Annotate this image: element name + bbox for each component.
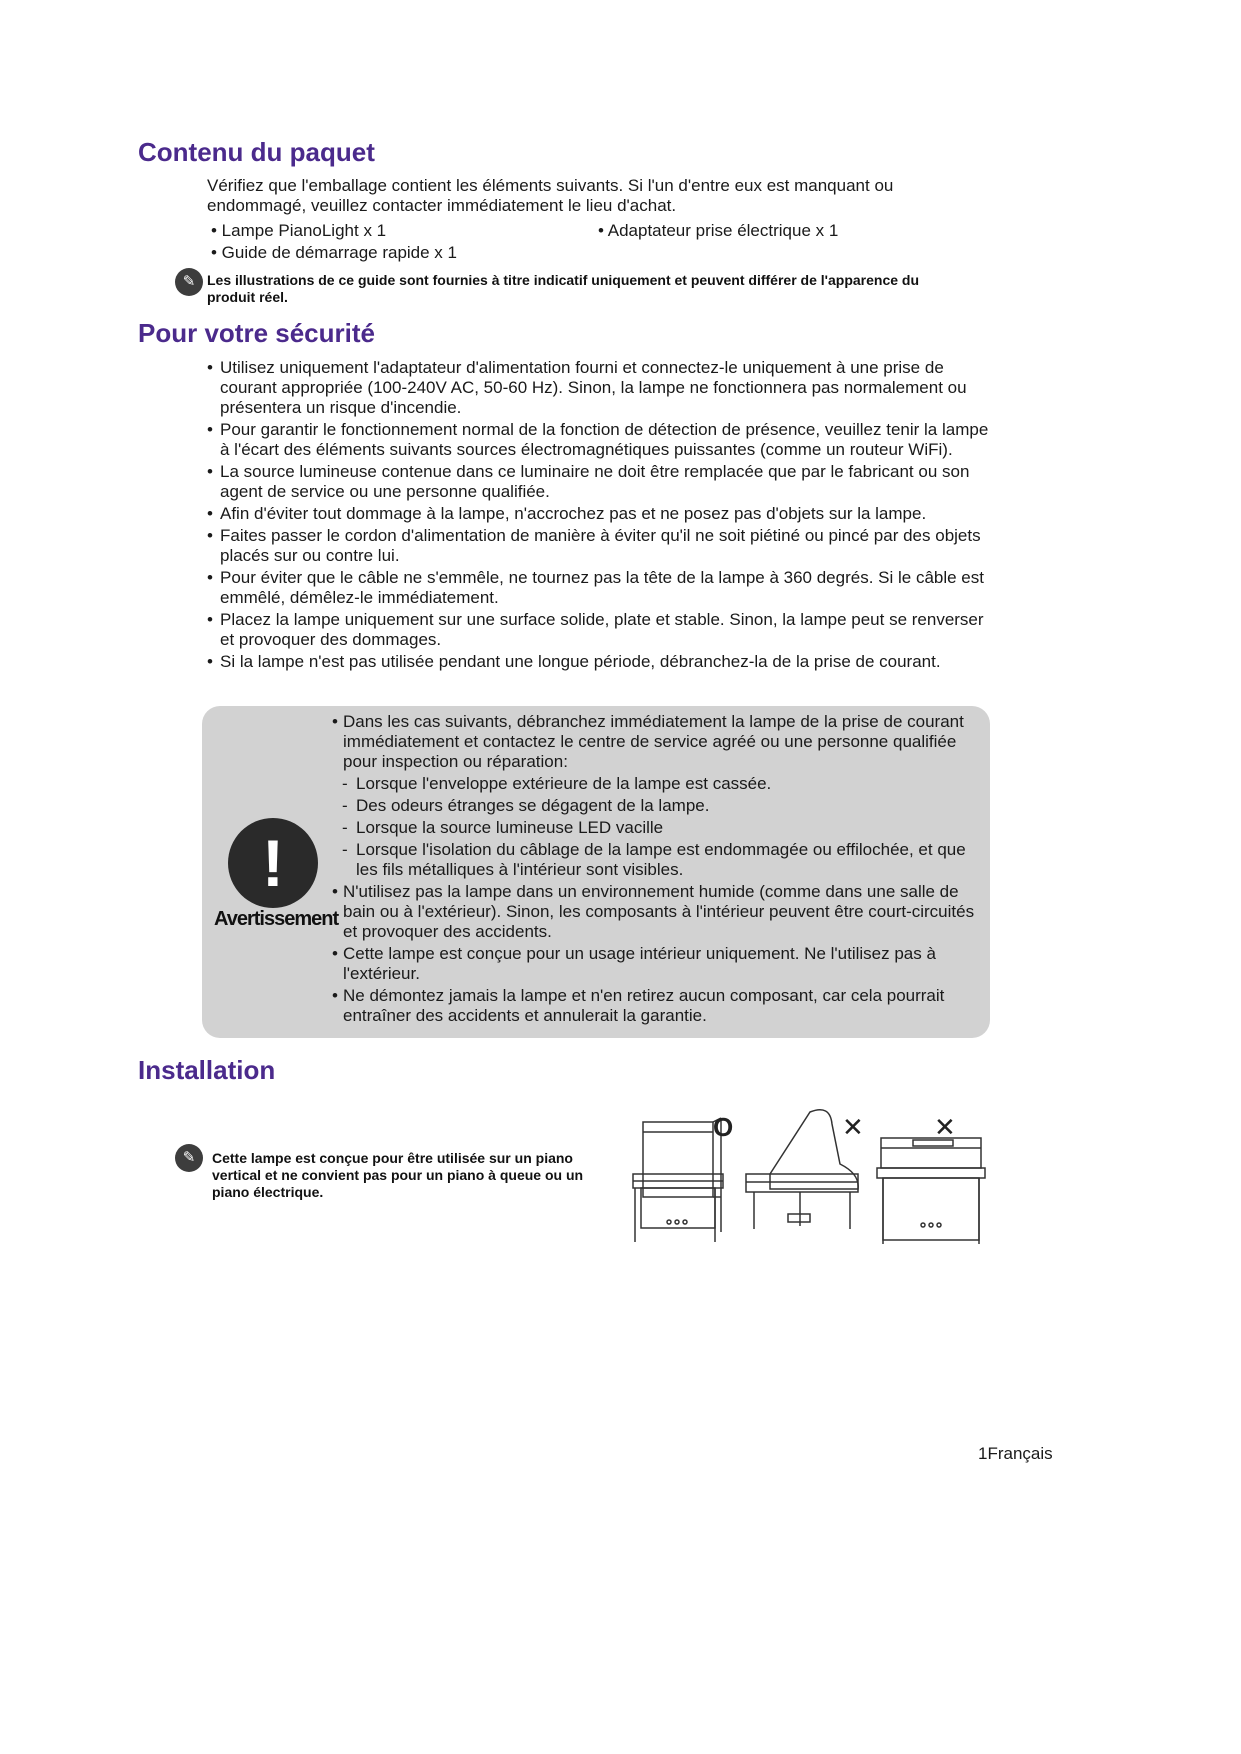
package-item: • Adaptateur prise électrique x 1 [598,221,839,240]
list-item: • Utilisez uniquement l'adaptateur d'alimentation fourni et connectez-le uniquement à une prise de courant appropriée (100-240V AC, 50-60 Hz). Sinon, la lampe ne fonctionnera pas normalement ou présentera un risque d'incendie. [206,358,996,418]
list-item: • Pour garantir le fonctionnement normal de la fonction de détection de présence, veuillez tenir la lampe à l'écart des éléments suivants sources électromagnétiques puissantes (comme un routeur WiFi). [206,420,996,460]
exclamation-warning-icon: ! [228,818,318,908]
electric-piano-illustration [873,1130,988,1250]
footer-language: Français [987,1444,1053,1463]
warning-item: • Ne démontez jamais la lampe et n'en retirez aucun composant, car cela pourrait entraîner des accidents et annulerait la garantie. [332,986,982,1026]
section-title-installation: Installation [138,1055,276,1085]
wrong-mark: ✕ [934,1112,956,1142]
list-item: • Afin d'éviter tout dommage à la lampe, n'accrochez pas et ne posez pas d'objets sur la lampe. [206,504,996,524]
warning-item: • Cette lampe est conçue pour un usage intérieur uniquement. Ne l'utilisez pas à l'extérieur. [332,944,982,984]
warning-list [332,712,982,1028]
warning-subitem: - Des odeurs étranges se dégagent de la lampe. [332,796,982,816]
warning-subitem: - Lorsque la source lumineuse LED vacille [332,818,982,838]
wrong-mark: ✕ [842,1112,864,1142]
safety-list [206,358,996,674]
pencil-note-icon: ✎ [175,268,203,296]
section-title-package: Contenu du paquet [138,137,375,167]
list-item: • Pour éviter que le câble ne s'emmêle, ne tournez pas la tête de la lampe à 360 degrés. Si le câble est emmêlé, démêlez-le immédiatement. [206,568,996,608]
warning-subitem: - Lorsque l'isolation du câblage de la lampe est endommagée ou effilochée, et que les fils métalliques à l'intérieur sont visibles. [332,840,982,880]
package-item: • Guide de démarrage rapide x 1 [211,243,457,262]
list-item: • Placez la lampe uniquement sur une surface solide, plate et stable. Sinon, la lampe peut se renverser et provoquer des dommages. [206,610,996,650]
package-intro: Vérifiez que l'emballage contient les éléments suivants. Si l'un d'entre eux est manquant ou endommagé, veuillez contacter immédiatement le lieu d'achat. [207,176,894,215]
correct-mark: O [713,1112,734,1142]
section-title-safety: Pour votre sécurité [138,318,375,348]
page-footer [978,1444,1053,1464]
list-item: • Faites passer le cordon d'alimentation de manière à éviter qu'il ne soit piétiné ou pincé par des objets placés sur ou contre lui. [206,526,996,566]
package-item: • Lampe PianoLight x 1 [211,221,387,240]
warning-label: Avertissement [214,908,339,930]
list-item: • Si la lampe n'est pas utilisée pendant une longue période, débranchez-la de la prise de courant. [206,652,996,672]
warning-item: • N'utilisez pas la lampe dans un environnement humide (comme dans une salle de bain ou à l'extérieur). Sinon, les composants à l'intérieur peuvent être court-circuités et provoquer des accidents. [332,882,982,942]
list-item: • La source lumineuse contenue dans ce luminaire ne doit être remplacée que par le fabricant ou son agent de service ou une personne qualifiée. [206,462,996,502]
installation-note: Cette lampe est conçue pour être utilisée sur un piano vertical et ne convient pas pour un piano à queue ou un piano électrique. [212,1150,584,1200]
pencil-note-icon: ✎ [175,1144,203,1172]
package-note: Les illustrations de ce guide sont fournies à titre indicatif uniquement et peuvent différer de l'apparence du produit réel. [207,272,920,305]
warning-subitem: - Lorsque l'enveloppe extérieure de la lampe est cassée. [332,774,982,794]
warning-item: • Dans les cas suivants, débranchez immédiatement la lampe de la prise de courant immédiatement et contactez le centre de service agréé ou une personne qualifiée pour inspection ou réparation: [332,712,982,772]
page-number: 1 [978,1444,988,1463]
